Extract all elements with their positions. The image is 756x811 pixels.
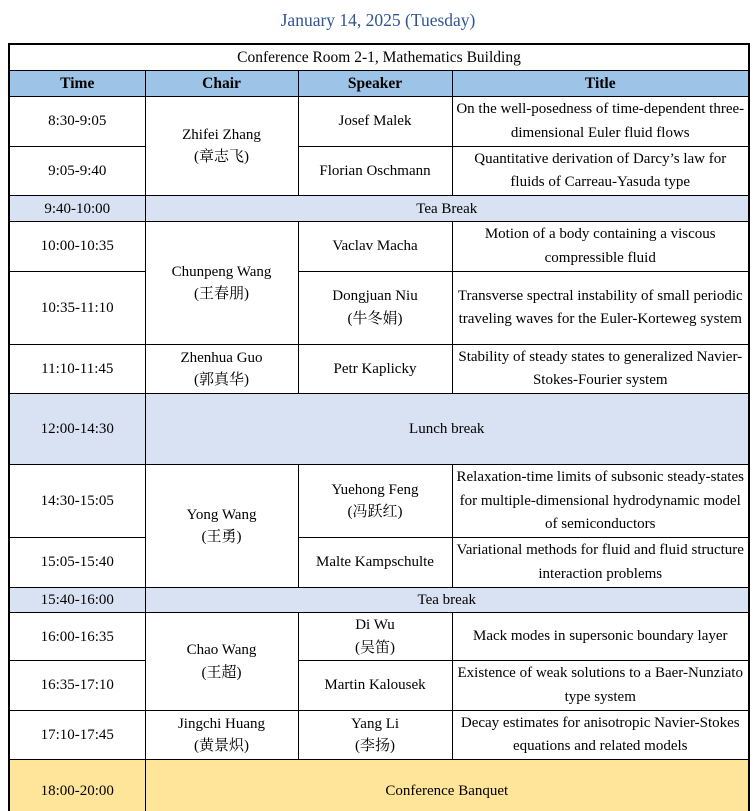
session-row (9, 146, 749, 196)
break-label-cell: Tea Break (145, 196, 749, 222)
chair-name: Yong Wang (186, 506, 257, 523)
speaker-cell: Malte Kampschulte (298, 538, 452, 588)
chair-cn-name: (王春朋) (194, 286, 249, 302)
time-cell: 14:30-15:05 (9, 465, 145, 538)
speaker-cell (298, 710, 452, 760)
speaker-cell (298, 465, 452, 538)
time-cell: 11:10-11:45 (9, 344, 145, 394)
chair-name: Chunpeng Wang (171, 263, 272, 280)
talk-title-cell: Mack modes in supersonic boundary layer (452, 613, 749, 661)
time-cell: 15:40-16:00 (9, 587, 145, 613)
speaker-name: Dongjuan Niu (332, 288, 418, 305)
time-cell: 9:05-9:40 (9, 146, 145, 196)
time-cell: 9:40-10:00 (9, 196, 145, 222)
banquet-label-cell: Conference Banquet (145, 760, 749, 811)
speaker-cell (298, 271, 452, 344)
talk-title-cell: Relaxation-time limits of subsonic steady-states for multiple-dimensional hydrodynamic model of semiconductors (452, 465, 749, 538)
time-cell: 17:10-17:45 (9, 710, 145, 760)
room-header: Conference Room 2-1, Mathematics Building (9, 44, 749, 71)
chair-cn-name: (王勇) (201, 529, 242, 545)
chair-name: Chao Wang (186, 642, 257, 658)
session-row (9, 538, 749, 588)
column-header-time: Time (9, 71, 145, 97)
chair-cn-name: (黄景炽) (194, 738, 249, 754)
talk-title-cell: Motion of a body containing a viscous compressible fluid (452, 222, 749, 272)
break-row (9, 587, 749, 613)
talk-title-cell: Quantitative derivation of Darcy’s law for fluids of Carreau-Yasuda type (452, 146, 749, 196)
session-row (9, 344, 749, 394)
chair-cn-name: (章志飞) (194, 149, 249, 166)
time-cell: 16:00-16:35 (9, 613, 145, 661)
chair-name: Jingchi Huang (177, 715, 266, 732)
chair-cell (145, 613, 298, 711)
talk-title-cell: Transverse spectral instability of small periodic traveling waves for the Euler-Korteweg system (452, 271, 749, 344)
chair-cell (145, 222, 298, 345)
column-header-speaker: Speaker (298, 71, 452, 97)
schedule-table (8, 43, 750, 811)
break-label-cell: Tea break (145, 587, 749, 613)
time-cell: 10:35-11:10 (9, 271, 145, 344)
chair-name: Zhenhua Guo (180, 349, 263, 366)
session-row (9, 613, 749, 661)
chair-cell (145, 465, 298, 588)
page-title: January 14, 2025 (Tuesday) (280, 10, 476, 30)
talk-title-cell: On the well-posedness of time-dependent three-dimensional Euler fluid flows (452, 97, 749, 147)
chair-cn-name: (郭真华) (194, 372, 249, 388)
column-header-row (9, 71, 749, 97)
chair-cell (145, 710, 298, 760)
banquet-row (9, 760, 749, 811)
room-header-row (9, 44, 749, 71)
time-cell: 8:30-9:05 (9, 97, 145, 147)
speaker-name: Yuehong Feng (331, 481, 419, 498)
time-cell: 16:35-17:10 (9, 661, 145, 711)
talk-title-cell: Existence of weak solutions to a Baer-Nunziato type system (452, 661, 749, 711)
break-label-cell: Lunch break (145, 394, 749, 465)
time-cell: 10:00-10:35 (9, 222, 145, 272)
speaker-cell: Martin Kalousek (298, 661, 452, 711)
speaker-cn-name: (李扬) (355, 738, 395, 754)
time-cell: 15:05-15:40 (9, 538, 145, 588)
break-row (9, 196, 749, 222)
talk-title-cell: Stability of steady states to generalized Navier-Stokes-Fourier system (452, 344, 749, 394)
time-cell: 12:00-14:30 (9, 394, 145, 465)
speaker-cn-name: (吴笛) (355, 639, 395, 656)
speaker-cn-name: (牛冬娟) (347, 310, 403, 327)
chair-name: Zhifei Zhang (182, 126, 261, 143)
chair-cn-name: (王超) (201, 664, 242, 681)
chair-cell (145, 344, 298, 394)
column-header-chair: Chair (145, 71, 298, 97)
time-cell: 18:00-20:00 (9, 760, 145, 811)
session-row (9, 710, 749, 760)
speaker-name: Di Wu (355, 617, 395, 634)
talk-title-cell: Decay estimates for anisotropic Navier-Stokes equations and related models (452, 710, 749, 760)
speaker-cell (298, 613, 452, 661)
speaker-cell: Florian Oschmann (298, 146, 452, 196)
speaker-cell: Josef Malek (298, 97, 452, 147)
session-row (9, 97, 749, 147)
speaker-name: Yang Li (350, 715, 400, 732)
speaker-cn-name: (冯跃红) (347, 504, 403, 521)
chair-cell (145, 97, 298, 196)
talk-title-cell: Variational methods for fluid and fluid structure interaction problems (452, 538, 749, 588)
session-row (9, 465, 749, 538)
speaker-cell: Vaclav Macha (298, 222, 452, 272)
column-header-title: Title (452, 71, 749, 97)
session-row (9, 222, 749, 272)
break-row (9, 394, 749, 465)
session-row (9, 271, 749, 344)
session-row (9, 661, 749, 711)
speaker-cell: Petr Kaplicky (298, 344, 452, 394)
